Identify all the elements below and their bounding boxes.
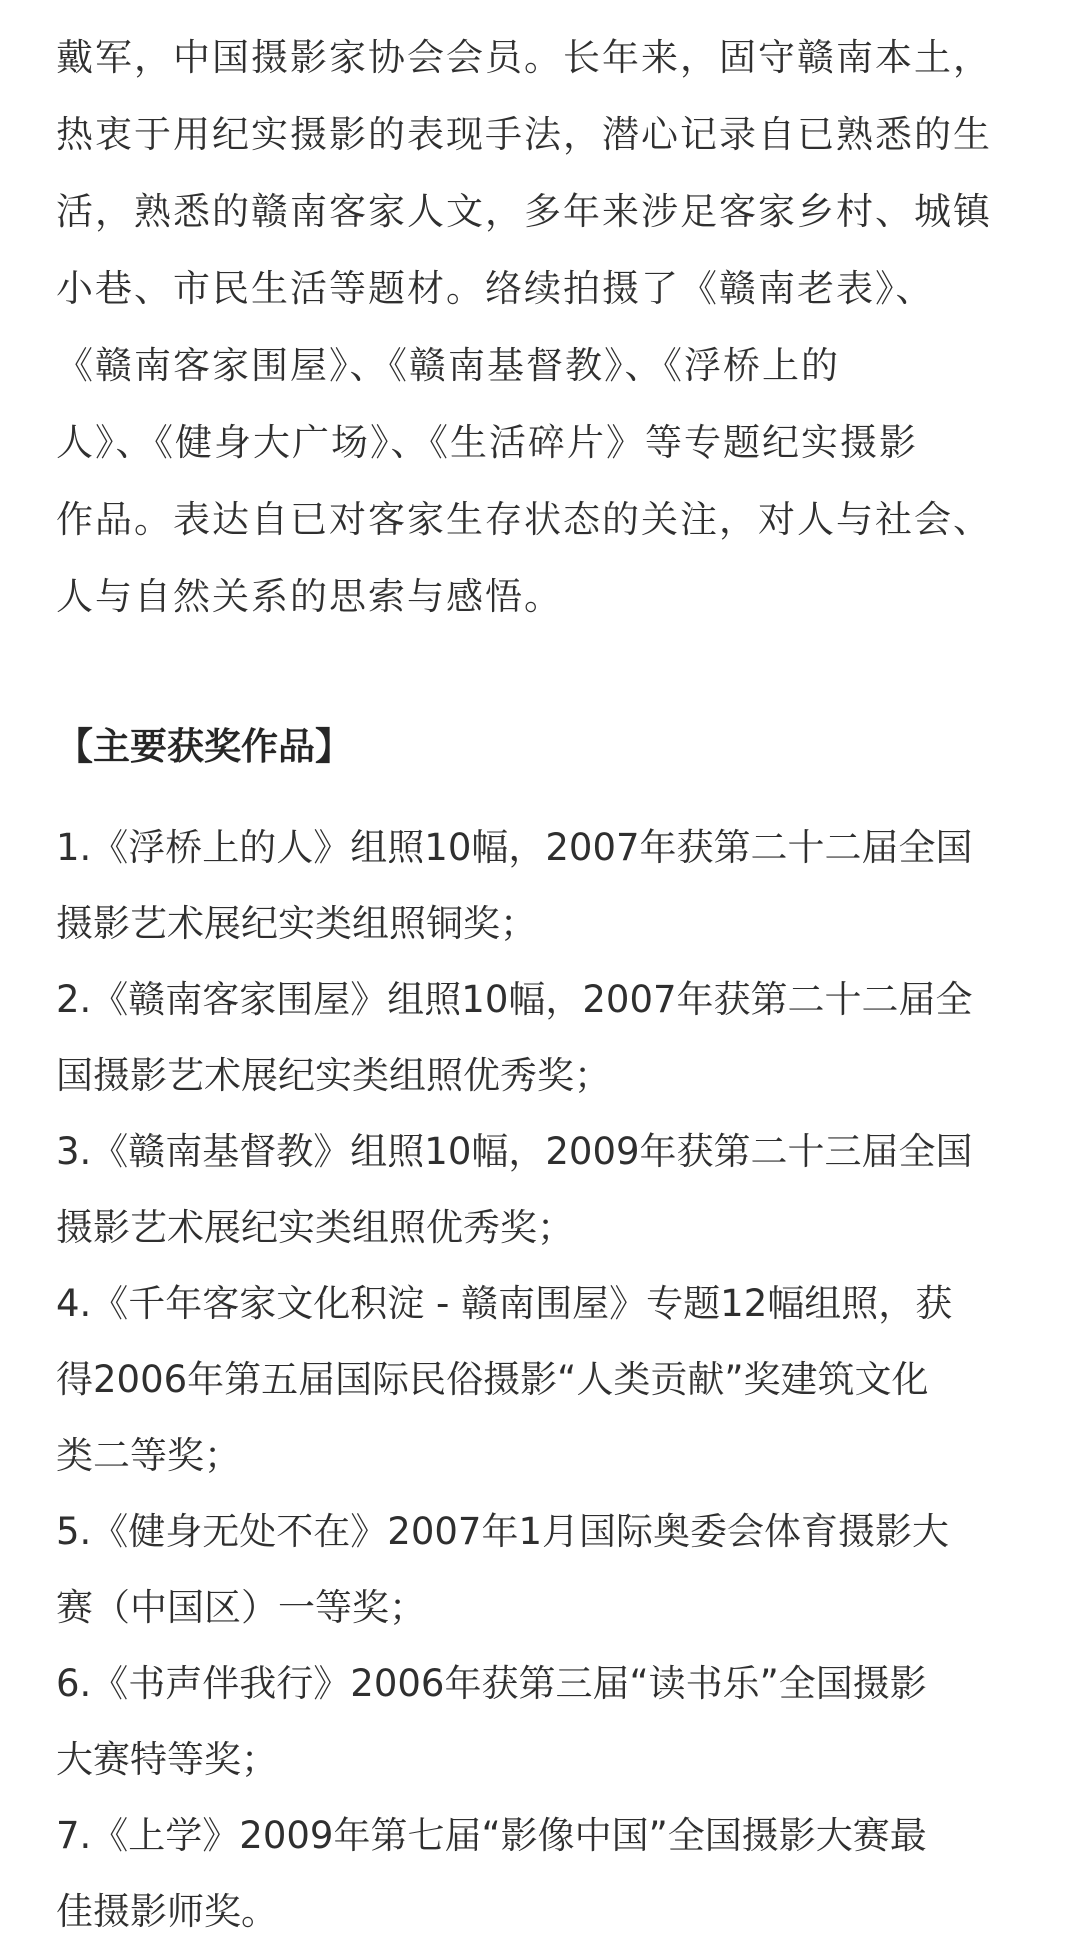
award-line: 佳摄影师奖。 [56, 1890, 278, 1933]
award-line: 5.《健身无处不在》2007年1月国际奥委会体育摄影大 [56, 1510, 950, 1553]
award-line: 摄影艺术展纪实类组照铜奖； [56, 902, 537, 945]
bio-line: 人与自然关系的思索与感悟。 [56, 575, 563, 618]
bio-line: 活，熟悉的赣南客家人文，多年来涉足客家乡村、城镇 [56, 190, 992, 233]
bio-line: 热衷于用纪实摄影的表现手法，潜心记录自已熟悉的生 [56, 113, 992, 156]
award-line: 类二等奖； [56, 1434, 241, 1477]
bio-line: 小巷、市民生活等题材。络续拍摄了《赣南老表》、 [56, 267, 935, 310]
awards-heading: 【主要获奖作品】 [56, 725, 352, 768]
award-line: 4.《千年客家文化积淀 - 赣南围屋》专题12幅组照，获 [56, 1282, 953, 1325]
award-line: 国摄影艺术展纪实类组照优秀奖； [56, 1054, 611, 1097]
bio-line: 作品。表达自已对客家生存状态的关注，对人与社会、 [56, 498, 992, 541]
bio-line: 人》、《健身大广场》、《生活碎片》等专题纪实摄影 [56, 421, 918, 464]
award-line: 7.《上学》2009年第七届“影像中国”全国摄影大赛最 [56, 1814, 927, 1857]
award-line: 摄影艺术展纪实类组照优秀奖； [56, 1206, 574, 1249]
award-line: 6.《书声伴我行》2006年获第三届“读书乐”全国摄影 [56, 1662, 927, 1705]
bio-line: 《赣南客家围屋》、《赣南基督教》、《浮桥上的 [56, 344, 840, 387]
award-line: 2.《赣南客家围屋》组照10幅，2007年获第二十二届全 [56, 978, 973, 1021]
bio-line: 戴军，中国摄影家协会会员。长年来，固守赣南本土， [56, 36, 992, 79]
award-line: 1.《浮桥上的人》组照10幅，2007年获第二十二届全国 [56, 826, 973, 869]
award-line: 得2006年第五届国际民俗摄影“人类贡献”奖建筑文化 [56, 1358, 929, 1401]
award-line: 大赛特等奖； [56, 1738, 278, 1781]
award-line: 3.《赣南基督教》组照10幅，2009年获第二十三届全国 [56, 1130, 973, 1173]
award-line: 赛（中国区）一等奖； [56, 1586, 426, 1629]
